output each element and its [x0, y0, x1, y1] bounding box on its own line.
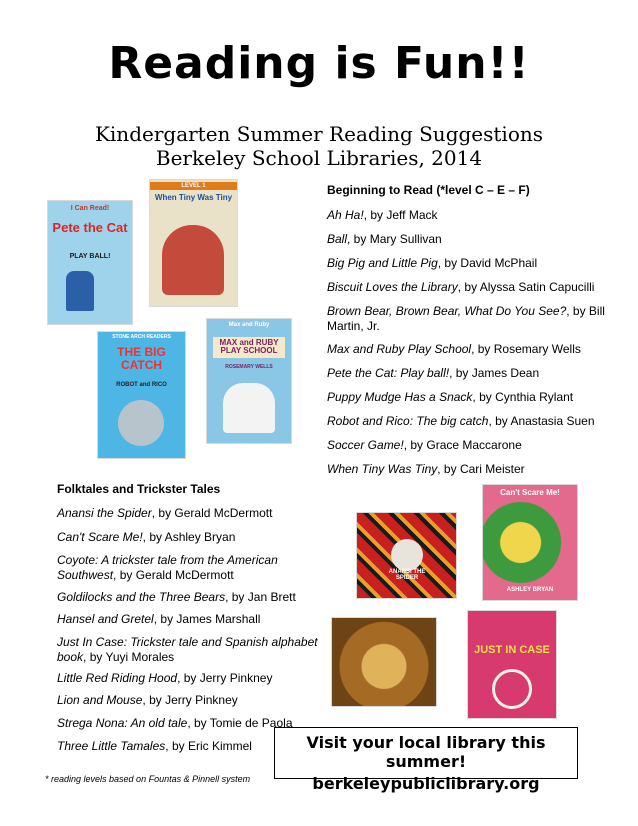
visit-line-1: Visit your local library this summer!	[306, 733, 546, 771]
cover-title: JUST IN CASE	[474, 644, 550, 656]
list-item: Coyote: A trickster tale from the American Southwest, by Gerald McDermott	[57, 553, 278, 582]
book-cover-max-and-ruby	[207, 319, 291, 443]
cover-title: THE BIG CATCH	[117, 345, 166, 372]
library-website-link[interactable]: berkeleypubliclibrary.org	[312, 774, 540, 793]
robot-figure-icon	[118, 400, 164, 446]
cover-series: Max and Ruby	[228, 322, 270, 328]
subtitle-line-1: Kindergarten Summer Reading Suggestions	[94, 122, 544, 146]
dog-figure-icon	[162, 225, 224, 295]
book-cover-pete-the-cat	[48, 201, 132, 324]
list-item: Soccer Game!, by Grace Maccarone	[327, 438, 522, 452]
list-item: Robot and Rico: The big catch, by Anastasia Suen	[327, 414, 595, 428]
list-item: Puppy Mudge Has a Snack, by Cynthia Rylant	[327, 390, 574, 404]
list-item: Goldilocks and the Three Bears, by Jan Brett	[57, 590, 296, 604]
pattern-decoration	[483, 485, 577, 600]
list-item: Little Red Riding Hood, by Jerry Pinkney	[57, 671, 273, 685]
list-item: Ball, by Mary Sullivan	[327, 232, 442, 246]
cover-title: MAX and RUBY PLAY SCHOOL	[213, 337, 285, 358]
list-item: Biscuit Loves the Library, by Alyssa Satin Capucilli	[327, 280, 595, 294]
book-cover-lion-and-mouse	[332, 618, 436, 706]
subtitle-line-2: Berkeley School Libraries, 2014	[155, 146, 483, 170]
list-item: Ah Ha!, by Jeff Mack	[327, 208, 438, 222]
spider-disc-icon	[391, 539, 423, 571]
bunny-figure-icon	[223, 383, 275, 433]
list-item: When Tiny Was Tiny, by Cari Meister	[327, 462, 525, 476]
list-item: Brown Bear, Brown Bear, What Do You See?, by Bill Martin, Jr.	[327, 304, 605, 333]
cover-subtitle: PLAY BALL!	[69, 253, 111, 260]
folktales-heading: Folktales and Trickster Tales	[57, 482, 221, 496]
list-item: Three Little Tamales, by Eric Kimmel	[57, 739, 252, 753]
skeleton-figure-icon	[492, 669, 532, 709]
cover-title: Pete the Cat	[52, 220, 128, 235]
cover-title: Can't Scare Me!	[500, 488, 560, 497]
book-cover-cant-scare-me	[483, 485, 577, 600]
cover-series: I Can Read!	[70, 205, 110, 212]
cover-subtitle: ASHLEY BRYAN	[506, 587, 554, 593]
book-cover-anansi	[357, 513, 456, 598]
book-cover-just-in-case	[468, 611, 556, 718]
list-item: Strega Nona: An old tale, by Tomie de Paola	[57, 716, 293, 730]
beginning-heading: Beginning to Read (*level C – E – F)	[327, 183, 530, 197]
book-cover-the-big-catch	[98, 332, 185, 458]
list-item: Can't Scare Me!, by Ashley Bryan	[57, 530, 236, 544]
cover-title: When Tiny Was Tiny	[154, 193, 233, 202]
visit-library-box	[274, 727, 578, 793]
cat-figure-icon	[66, 271, 94, 311]
cover-series: STONE ARCH READERS	[112, 334, 171, 340]
reading-level-footnote: * reading levels based on Fountas & Pinnell system	[45, 774, 251, 784]
cover-subtitle: ROSEMARY WELLS	[225, 364, 273, 370]
cover-series: LEVEL 1	[150, 182, 237, 190]
list-item: Big Pig and Little Pig, by David McPhail	[327, 256, 538, 270]
cover-subtitle: ROBOT and RICO	[116, 382, 167, 388]
list-item: Anansi the Spider, by Gerald McDermott	[57, 506, 273, 520]
page-title: Reading is Fun!!	[108, 38, 530, 89]
lion-face-icon	[332, 618, 436, 706]
cover-title: ANANSI THE SPIDER	[388, 569, 426, 582]
list-item: Pete the Cat: Play ball!, by James Dean	[327, 366, 540, 380]
list-item: Just In Case: Trickster tale and Spanish alphabet book, by Yuyi Morales	[57, 635, 318, 664]
list-item: Lion and Mouse, by Jerry Pinkney	[57, 693, 238, 707]
list-item: Max and Ruby Play School, by Rosemary Wells	[327, 342, 581, 356]
list-item: Hansel and Gretel, by James Marshall	[57, 612, 261, 626]
book-cover-when-tiny-was-tiny	[150, 180, 237, 306]
